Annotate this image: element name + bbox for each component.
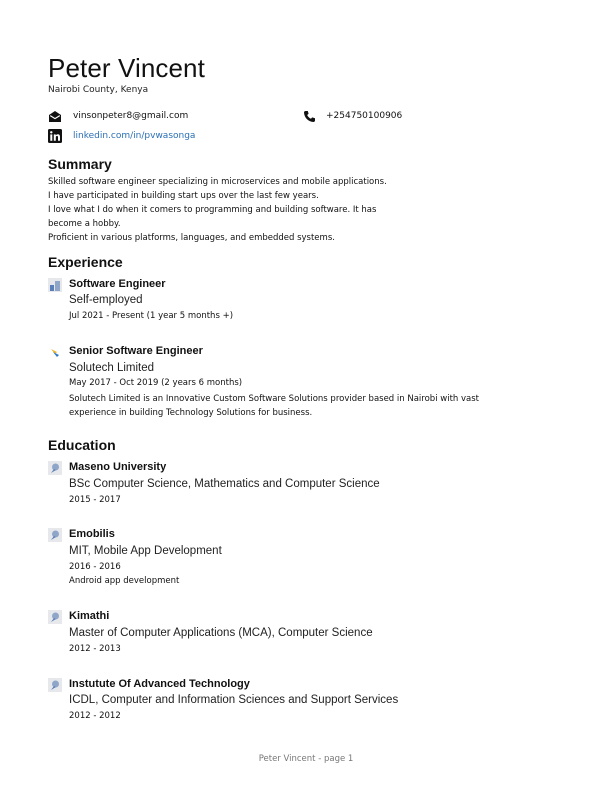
company-logo-icon xyxy=(48,345,62,359)
degree-name: BSc Computer Science, Mathematics and Computer Science xyxy=(69,478,380,490)
phone-icon xyxy=(302,109,316,123)
job-title: Senior Software Engineer xyxy=(69,345,203,357)
candidate-location: Nairobi County, Kenya xyxy=(48,85,149,95)
education-dates: 2015 - 2017 xyxy=(69,495,121,505)
job-title: Software Engineer xyxy=(69,278,166,290)
degree-name: Master of Computer Applications (MCA), Computer Science xyxy=(69,627,373,639)
school-name: Kimathi xyxy=(69,610,110,622)
school-logo-icon xyxy=(48,678,62,692)
education-heading: Education xyxy=(48,437,116,453)
education-dates: 2012 - 2012 xyxy=(69,711,121,721)
candidate-name: Peter Vincent xyxy=(48,53,205,83)
experience-heading: Experience xyxy=(48,254,123,270)
company-logo-icon xyxy=(48,278,62,292)
school-logo-icon xyxy=(48,461,62,475)
envelope-icon xyxy=(48,109,62,123)
degree-name: MIT, Mobile App Development xyxy=(69,545,222,557)
school-logo-icon xyxy=(48,528,62,542)
job-dates: May 2017 - Oct 2019 (2 years 6 months) xyxy=(69,378,243,388)
summary-line: I love what I do when it comers to programming and building software. It has xyxy=(48,205,377,215)
education-dates: 2012 - 2013 xyxy=(69,644,121,654)
company-name: Solutech Limited xyxy=(69,362,155,374)
job-description-line: experience in building Technology Solutions for business. xyxy=(69,408,313,418)
linkedin-link[interactable]: linkedin.com/in/pvwasonga xyxy=(73,131,196,141)
school-logo-icon xyxy=(48,610,62,624)
summary-line: become a hobby. xyxy=(48,219,121,229)
school-name: Emobilis xyxy=(69,528,115,540)
education-note: Android app development xyxy=(69,576,180,586)
page-footer: Peter Vincent - page 1 xyxy=(258,754,354,764)
linkedin-contact[interactable] xyxy=(48,129,195,143)
email-text: vinsonpeter8@gmail.com xyxy=(73,111,189,121)
school-name: Instutute Of Advanced Technology xyxy=(69,678,250,690)
email-contact xyxy=(48,109,188,123)
summary-line: Skilled software engineer specializing in microservices and mobile applications. xyxy=(48,177,387,187)
phone-contact xyxy=(302,109,402,123)
school-name: Maseno University xyxy=(69,461,167,473)
summary-line: Proficient in various platforms, languages, and embedded systems. xyxy=(48,233,335,243)
job-description-line: Solutech Limited is an Innovative Custom Software Solutions provider based in Nairobi with vast xyxy=(69,394,479,404)
company-name: Self-employed xyxy=(69,294,143,306)
linkedin-icon xyxy=(48,129,62,143)
phone-text: +254750100906 xyxy=(326,111,403,121)
summary-line: I have participated in building start ups over the last few years. xyxy=(48,191,319,201)
summary-heading: Summary xyxy=(48,156,112,172)
job-dates: Jul 2021 - Present (1 year 5 months +) xyxy=(69,311,234,321)
education-dates: 2016 - 2016 xyxy=(69,562,121,572)
degree-name: ICDL, Computer and Information Sciences and Support Services xyxy=(69,694,399,706)
